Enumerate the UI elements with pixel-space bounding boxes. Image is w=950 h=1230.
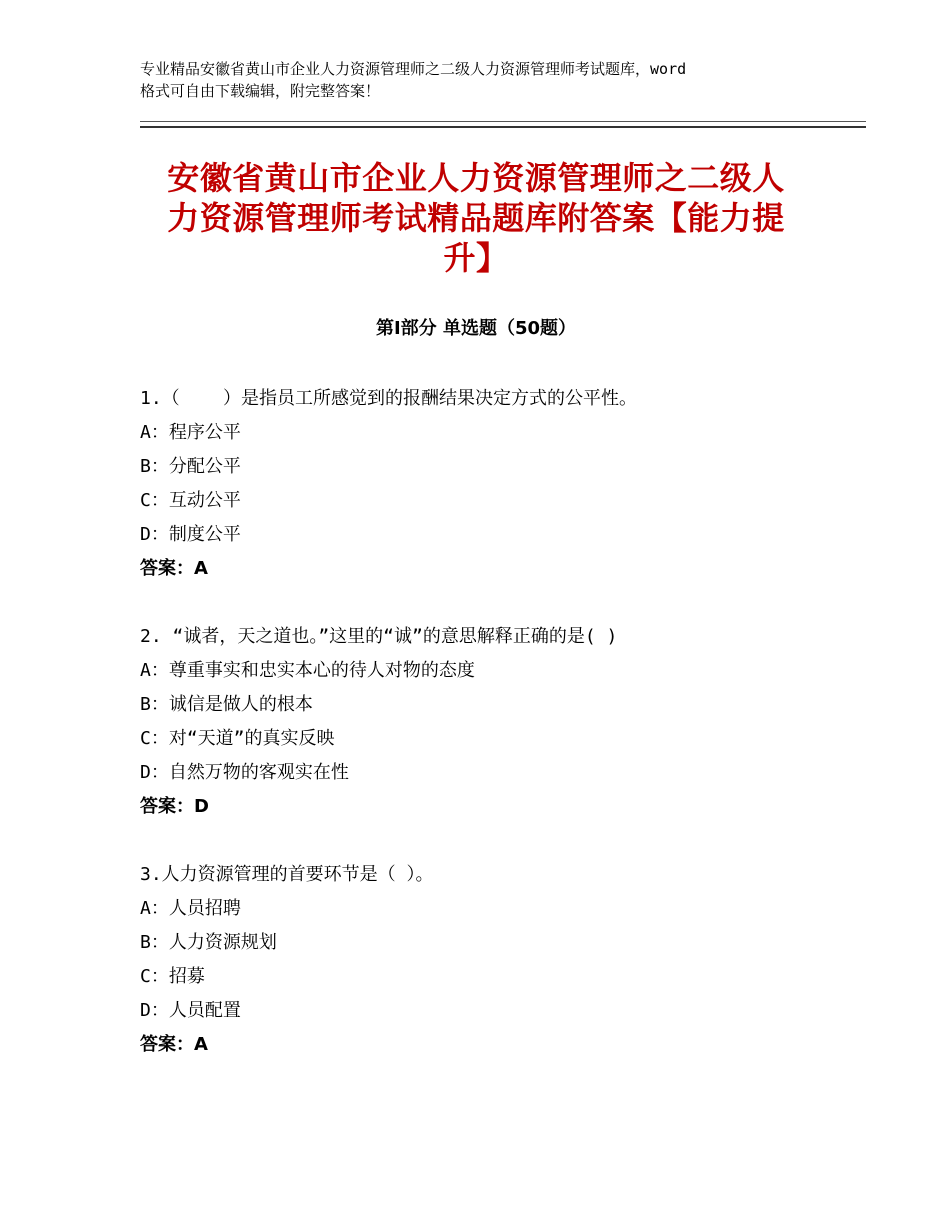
header-rule-thin [140,121,866,122]
option-c: C：对“天道”的真实反映 [140,728,335,749]
option-a: A：程序公平 [140,422,241,443]
document-title-line-3: 升】 [443,239,509,277]
option-d: D：制度公平 [140,524,241,545]
header-note-line-1: 专业精品安徽省黄山市企业人力资源管理师之二级人力资源管理师考试题库，word [140,60,687,78]
header-note [140,58,830,102]
answer-label: 答案：D [140,796,209,817]
header-rule-thick [140,126,866,128]
document-title-line-1: 安徽省黄山市企业人力资源管理师之二级人 [167,159,785,197]
answer-label: 答案：A [140,558,208,579]
document-title [140,158,812,278]
option-b: B：诚信是做人的根本 [140,694,313,715]
question-list [140,382,830,1096]
option-a: A：尊重事实和忠实本心的待人对物的态度 [140,660,475,681]
option-b: B：分配公平 [140,456,241,477]
option-d: D：自然万物的客观实在性 [140,762,349,783]
option-c: C：招募 [140,966,205,987]
answer-label: 答案：A [140,1034,208,1055]
question-stem: 2. “诚者，天之道也。”这里的“诚”的意思解释正确的是( ) [140,626,618,647]
document-title-line-2: 力资源管理师考试精品题库附答案【能力提 [167,199,785,237]
option-a: A：人员招聘 [140,898,241,919]
option-d: D：人员配置 [140,1000,241,1021]
option-b: B：人力资源规划 [140,932,277,953]
section-title: 第Ⅰ部分 单选题（50题） [375,318,576,339]
question-2 [140,620,830,824]
question-stem: 3.人力资源管理的首要环节是（ ）。 [140,864,434,885]
question-stem: 1.（ ）是指员工所感觉到的报酬结果决定方式的公平性。 [140,388,638,409]
question-1 [140,382,830,586]
header-note-line-2: 格式可自由下载编辑，附完整答案！ [140,82,381,100]
question-3 [140,858,830,1062]
option-c: C：互动公平 [140,490,241,511]
